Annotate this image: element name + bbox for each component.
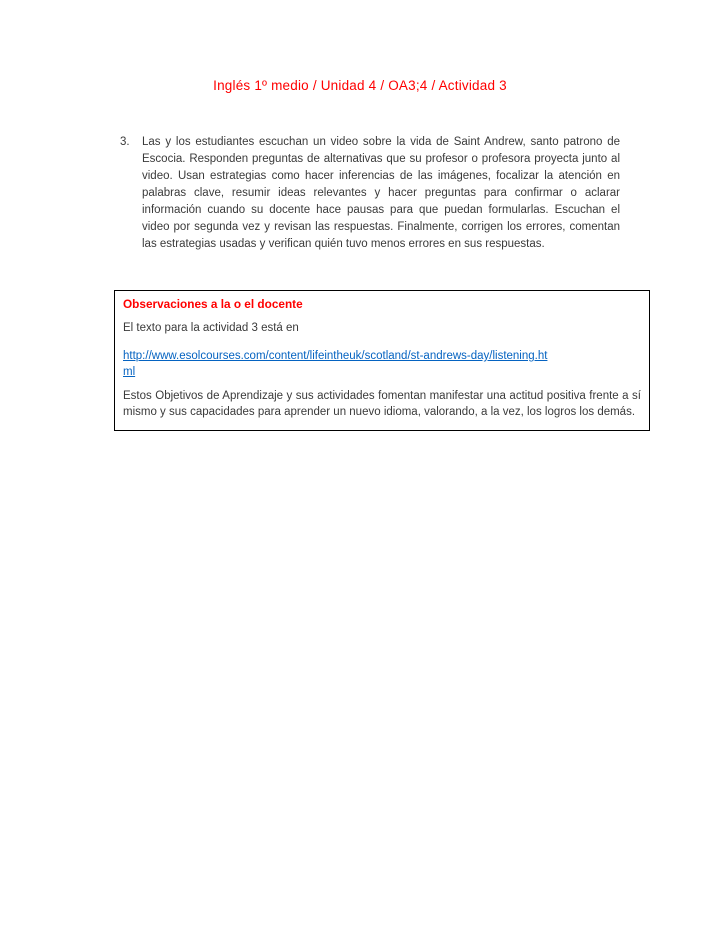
activity-description: Las y los estudiantes escuchan un video sobre la vida de Saint Andrew, santo patrono de Escocia. Responden preguntas de alternativas que su profesor o profesora proyecta junto al video. Usan estrategias como hacer inferencias de las imágenes, focalizar la atención en palabras clave, resumir ideas relevantes y hacer preguntas para confirmar o aclarar información cuando su docente hace pausas para que puedan formularlas. Escuchan el video por segunda vez y revisan las respuestas. Finalmente, corrigen los errores, comentan las estrategias usadas y verifican quién tuvo menos errores en sus respuestas. — [142, 136, 620, 250]
page-title: Inglés 1º medio / Unidad 4 / OA3;4 / Actividad 3 — [213, 78, 507, 93]
observations-box — [114, 290, 650, 431]
observations-heading: Observaciones a la o el docente — [123, 297, 303, 311]
observations-intro-text: El texto para la actividad 3 está en — [123, 322, 299, 334]
observations-note-text: Estos Objetivos de Aprendizaje y sus actividades fomentan manifestar una actitud positiva frente a sí mismo y sus capacidades para aprender un nuevo idioma, valorando, a la vez, los logros los demás. — [123, 390, 641, 418]
activity-number: 3. — [120, 136, 130, 148]
resource-link[interactable]: http://www.esolcourses.com/content/lifeintheuk/scotland/st-andrews-day/listening.html — [123, 350, 548, 378]
activity-item — [120, 134, 620, 253]
